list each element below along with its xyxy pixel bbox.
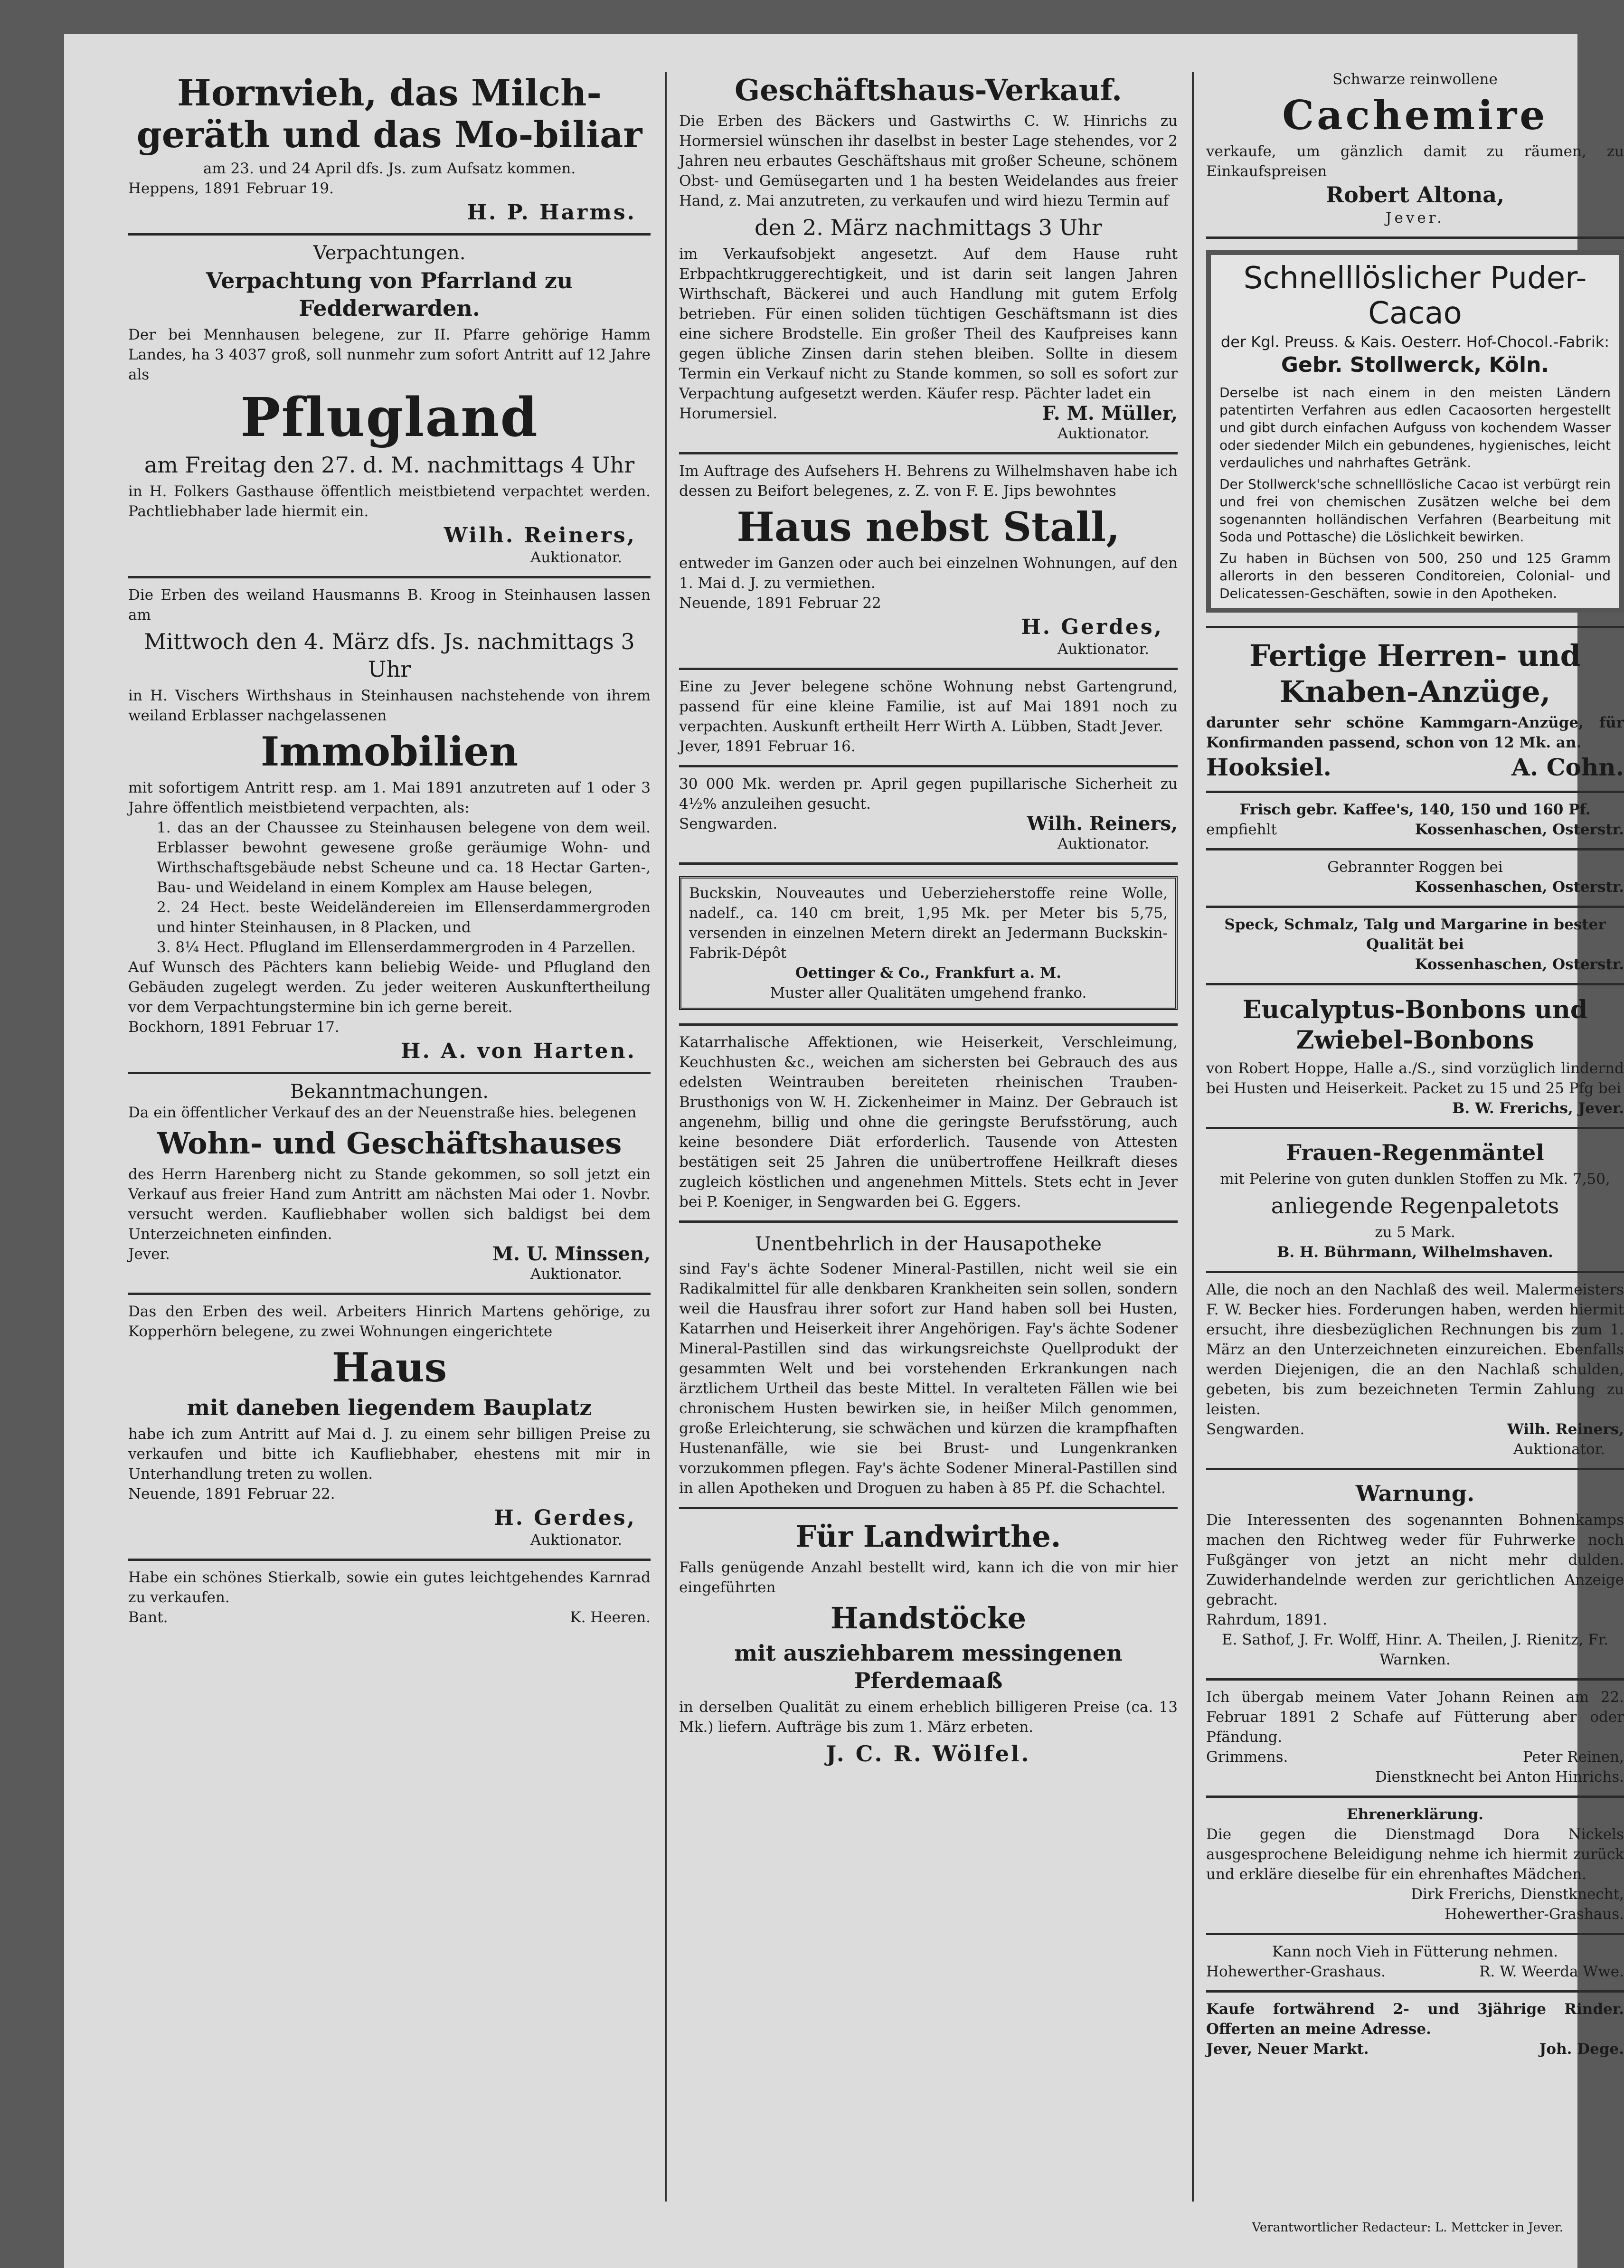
ad-geschaeftshaus-verkauf: [679, 63, 1178, 454]
ad-big-word: Haus: [331, 1344, 447, 1391]
ad-signature-row: [679, 404, 1178, 424]
ad-headline: Verpachtung von Pfarrland zu Fedderwarden.: [206, 268, 573, 321]
ad-trauben-brusthonig: [679, 1026, 1178, 1223]
ad-text: Da ein öffentlicher Verkauf des an der Neuenstraße hies. belegenen: [128, 1104, 637, 1121]
ad-wohnung-jever: [679, 670, 1178, 767]
ad-role: Auktionator.: [1057, 835, 1149, 852]
ad-schafe: [1206, 1681, 1624, 1798]
ad-signature: H. P. Harms.: [467, 200, 636, 225]
ad-place: Hooksiel.: [1206, 753, 1331, 781]
ad-text: verkaufe, um gänzlich damit zu räumen, zu Einkaufspreisen: [1206, 143, 1624, 180]
ad-headline: Ehrenerklärung.: [1346, 1806, 1484, 1823]
ad-role: Auktionator.: [530, 549, 622, 566]
ad-signature: Dirk Frerichs, Dienstknecht,: [1411, 1886, 1624, 1903]
ad-anleihe: [679, 767, 1178, 865]
ad-signature-row: [128, 1244, 651, 1264]
ad-firm: Robert Altona,: [1325, 182, 1505, 208]
ad-signature: Peter Reinen,: [1522, 1748, 1624, 1766]
ad-text: Die Erben des Bäckers und Gastwirths C. W. Hinrichs zu Hormersiel wünschen ihr daselbst in bester Lage stehendes, vor 2 Jahren neu erbautes Geschäftshaus mit großer Scheune, schönem Obst- und Gemüsegarten und 1 ha besten Weidelandes aus freier Hand, z. Mai anzutreten, zu verkaufen und wird hiezu Termin auf: [679, 113, 1178, 209]
ad-box: [679, 876, 1178, 1010]
ad-text: Speck, Schmalz, Talg und Margarine in bester Qualität bei: [1224, 916, 1606, 953]
ad-big-word: Immobilien: [260, 728, 519, 775]
ad-signature: Wilh. Reiners,: [444, 523, 636, 548]
ad-role: Auktionator.: [530, 1266, 622, 1283]
ad-text: Im Auftrage des Aufsehers H. Behrens zu Wilhelmshaven habe ich dessen zu Beifort belegenes, z. Z. von F. E. Jips bewohntes: [679, 463, 1178, 500]
ad-text: darunter sehr schöne Kammgarn-Anzüge, für Konfirmanden passend, schon von 12 Mk. an.: [1206, 714, 1624, 751]
ad-text: Die Erben des weiland Hausmanns B. Kroog in Steinhausen lassen am: [128, 586, 651, 624]
ad-signature: A. Cohn.: [1511, 753, 1624, 781]
ad-signature: Kossenhaschen, Osterstr.: [1415, 821, 1624, 838]
ad-text: 30 000 Mk. werden pr. April gegen pupillarische Sicherheit zu 4½% anzuleihen gesucht.: [679, 775, 1178, 813]
list-item: 1. das an der Chaussee zu Steinhausen belegene von dem weil. Erblasser bewohnt gewesene große geräumige Wohn- und Wirthschaftsgebäude nebst Scheune und ca. 18 Hectar Garten-, Bau- und Weideland in einem Komplex am Hause belegen,: [157, 819, 651, 896]
column-2: [679, 63, 1178, 2211]
ad-text: Eine zu Jever belegene schöne Wohnung nebst Gartengrund, passend für eine kleine Familie, ist auf Mai 1891 noch zu verpachten. Auskunft ertheilt Herr Wirth A. Lübben, Stadt Jever.: [679, 678, 1178, 735]
ad-place-date: Neuende, 1891 Februar 22.: [128, 1485, 335, 1503]
ad-speck-schmalz: [1206, 908, 1624, 985]
ad-wohn-geschaeftshaus: [128, 1074, 651, 1295]
ad-place-date: Rahrdum, 1891.: [1206, 1611, 1327, 1628]
ad-pre: empfiehlt: [1206, 821, 1277, 838]
ad-place-date: Jever, 1891 Februar 16.: [679, 738, 856, 755]
ad-big-word: Haus nebst Stall,: [736, 503, 1120, 550]
ad-firm: Oettinger & Co., Frankfurt a. M.: [795, 964, 1062, 982]
imprint: Verantwortlicher Redacteur: L. Mettcker in Jever.: [1252, 2221, 1563, 2235]
ad-title: Schnelllöslicher Puder-Cacao: [1243, 261, 1587, 331]
section-label: Bekanntmachungen.: [290, 1081, 489, 1103]
ad-stollwerck-cacao: [1206, 239, 1624, 628]
ad-sodener-pastillen: [679, 1223, 1178, 1509]
ad-text-2: im Verkaufsobjekt angesetzt. Auf dem Hause ruht Erbpachtkruggerechtigkeit, und ist darin seit langen Jahren Wirthschaft, Bäckerei und auch Handlung mit gutem Erfolg betrieben. Für einen soliden tüchtigen Geschäftsmann ist dies eine sichere Brodstelle. Ein großer Theil des Kaufpreises kann gegen übliche Zinsen darin stehen bleiben. Sollte in diesem Termin ein Verkauf nicht zu Stande kommen, so soll es sofort zur Verpachtung aufgesetzt werden. Käufer resp. Pächter ladet ein: [679, 246, 1178, 402]
ad-text: Ich übergab meinem Vater Johann Reinen am 22. Februar 1891 2 Schafe auf Fütterung aber oder Pfändung.: [1206, 1689, 1624, 1746]
column-divider: [1192, 72, 1194, 2202]
ad-signature-row: [1206, 1962, 1624, 1982]
ad-signature: Wilh. Reiners,: [1027, 813, 1178, 835]
ad-place: Jever.: [128, 1246, 170, 1263]
ad-text: Die gegen die Dienstmagd Dora Nickels ausgesprochene Beleidigung nehme ich hiermit zurück und erkläre dieselbe für ein ehrenhaftes Mädchen.: [1206, 1826, 1624, 1883]
ad-text: Alle, die noch an den Nachlaß des weil. Malermeisters F. W. Becker hies. Forderungen haben, werden hiermit ersucht, ihre diesbezüglichen Rechnungen bis zum 1. März an den Unterzeichneten einzureichen. Ebenfalls werden Diejenigen, die an den Nachlaß schulden, gebeten, bis zum bezeichneten Termin Zahlung zu leisten.: [1206, 1281, 1624, 1418]
ad-bonbons: [1206, 985, 1624, 1129]
ad-buckskin: [679, 865, 1178, 1026]
ad-kaffee: [1206, 793, 1624, 850]
column-3: [1206, 63, 1624, 2211]
ad-place-date: Neuende, 1891 Februar 22: [679, 595, 881, 612]
ad-names: E. Sathof, J. Fr. Wolff, Hinr. A. Theilen, J. Rienitz, Fr. Warnken.: [1222, 1631, 1608, 1668]
ad-ehrenerklaerung: [1206, 1798, 1624, 1935]
newspaper-page: [64, 34, 1624, 2268]
ad-text: Derselbe ist nach einem in den meisten Ländern patentirten Verfahren aus edlen Cacaosorten hergestellt und gibt durch einfachen Aufguss von kochendem Wasser oder siedender Milch ein gebundenes, hygienisches, leicht verdauliches und nahrhaftes Getränk.: [1219, 385, 1611, 471]
column-divider: [665, 72, 667, 2202]
ad-text-2: in H. Folkers Gasthause öffentlich meistbietend verpachtet werden. Pachtliebhaber lade hiermit ein.: [128, 483, 651, 520]
ad-date-line: am Freitag den 27. d. M. nachmittags 4 Uhr: [144, 452, 635, 478]
ad-text-3: Zu haben in Büchsen von 500, 250 und 125 Gramm allerorts in den besseren Conditoreien, Colonial- und Delicatessen-Geschäften, sowie in den Apotheken.: [1219, 550, 1611, 601]
ad-haus-nebst-stall: [679, 454, 1178, 670]
ad-signature: Kossenhaschen, Osterstr.: [1415, 956, 1624, 973]
ad-text: mit Pelerine von guten dunklen Stoffen zu Mk. 7,50,: [1220, 1171, 1610, 1188]
ad-text-2: zu 5 Mark.: [1375, 1224, 1455, 1241]
ad-place: Jever, Neuer Markt.: [1206, 2041, 1369, 2058]
ad-box: [1206, 250, 1624, 613]
ad-headline: Für Landwirthe.: [795, 1519, 1061, 1554]
ad-place: Grimmens.: [1206, 1748, 1288, 1766]
ad-warnung: [1206, 1470, 1624, 1681]
ad-signature-row: [1206, 1747, 1624, 1767]
ad-signature-row: [1206, 753, 1624, 782]
ad-text: Kaufe fortwährend 2- und 3jährige Rinder. Offerten an meine Adresse.: [1206, 2001, 1624, 2038]
ad-role: Auktionator.: [530, 1531, 622, 1549]
ad-landwirthe: [679, 1509, 1178, 1779]
ad-haus-bauplatz: [128, 1295, 651, 1561]
ad-immobilien: [128, 578, 651, 1074]
ad-headline: Unentbehrlich in der Hausapotheke: [755, 1233, 1102, 1255]
column-1: [128, 63, 651, 2211]
ad-role: Auktionator.: [1057, 641, 1149, 658]
ad-stierkalb: [128, 1561, 651, 1636]
ad-big-word: Wohn- und Geschäftshauses: [157, 1126, 622, 1161]
ad-signature: B. W. Frerichs, Jever.: [1452, 1100, 1624, 1117]
ad-text-2: in H. Vischers Wirthshaus in Steinhausen nachstehende von ihrem weiland Erblasser nachgelassenen: [128, 687, 651, 724]
ad-headline: Warnung.: [1355, 1481, 1475, 1506]
ad-signature: R. W. Weerda Wwe.: [1479, 1963, 1624, 1980]
ad-herren-anzuege: [1206, 628, 1624, 793]
ad-headline: Frauen-Regenmäntel: [1286, 1140, 1544, 1165]
ad-text: Frisch gebr. Kaffee's, 140, 150 und 160 Pf.: [1239, 801, 1591, 818]
ad-place: Horumersiel.: [679, 405, 777, 422]
ad-place: Sengwarden.: [679, 815, 778, 832]
ad-text: Katarrhalische Affektionen, wie Heiserkeit, Verschleimung, Keuchhusten &c., weichen am sichersten bei Gebrauch des aus edelsten Weintrauben bereiteten rheinischen Trauben-Brusthonigs von W. H. Zickenheimer in Mainz. Der Gebrauch ist angenehm, billig und ohne die geringste Berufsstörung, auch keine besondere Diät erforderlich. Tausende von Attesten bestätigen seit 25 Jahren die unübertroffene Heilkraft dieses zugleich köstlichen und angenehmen Mittels. Stets echt in Jever bei P. Koeniger, in Sengwarden bei G. Eggers.: [679, 1034, 1178, 1210]
ad-headline: Hornvieh, das Milch-geräth und das Mo-biliar: [136, 72, 642, 156]
ad-place-date: Bockhorn, 1891 Februar 17.: [128, 1019, 340, 1036]
ad-place: Bant.: [128, 1609, 168, 1626]
ad-date-line: den 2. März nachmittags 3 Uhr: [755, 215, 1102, 240]
ad-regenmaentel: [1206, 1129, 1624, 1273]
ad-verpachtung-pfarrland: [128, 236, 651, 578]
ad-roggen: [1206, 850, 1624, 908]
ad-big-word: Cachemire: [1282, 92, 1548, 139]
ad-hornvieh: [128, 63, 651, 236]
ad-place-date: Heppens, 1891 Februar 19.: [128, 180, 334, 197]
ad-sub: der Kgl. Preuss. & Kais. Oesterr. Hof-Chocol.-Fabrik:: [1220, 333, 1610, 351]
ad-signature: Wilh. Reiners,: [1507, 1421, 1624, 1438]
ad-text-2: entweder im Ganzen oder auch bei einzelnen Wohnungen, auf den 1. Mai d. J. zu vermiethen.: [679, 555, 1178, 592]
list-item: 3. 8¼ Hect. Pflugland im Ellenserdammergroden in 4 Parzellen.: [157, 939, 636, 956]
ad-signature-row: [679, 814, 1178, 834]
ad-text-2: Der Stollwerck'sche schnelllösliche Cacao ist verbürgt rein und frei von chemischen Zusätzen welche bei dem sogenannten holländischen Verfahren (Bearbeitung mit Soda und Pottasche) die Löslichkeit bewirken.: [1219, 476, 1611, 545]
ad-sub-headline: mit daneben liegendem Bauplatz: [187, 1395, 592, 1420]
ad-place: Hohewerther-Grashaus.: [1445, 1906, 1624, 1923]
ad-signature: J. C. R. Wölfel.: [826, 1741, 1031, 1767]
ad-text: Das den Erben des weil. Arbeiters Hinrich Martens gehörige, zu Kopperhörn belegene, zu zwei Wohnungen eingerichtete: [128, 1303, 651, 1340]
ad-text: Buckskin, Nouveautes und Ueberzieherstoffe reine Wolle, nadelf., ca. 140 cm breit, 1,95 Mk. per Meter bis 5,75, versenden in einzelnen Metern direkt an Jedermann Buckskin-Fabrik-Dépôt: [689, 885, 1168, 962]
ad-signature: Joh. Dege.: [1539, 2041, 1624, 2058]
ad-signature-row: [1206, 1419, 1624, 1439]
ad-firm: Gebr. Stollwerck, Köln.: [1281, 353, 1549, 377]
ad-big-word: Pflugland: [240, 387, 538, 449]
ad-role: Auktionator.: [1513, 1441, 1605, 1458]
ad-signature-row: [1206, 2039, 1624, 2059]
ad-pre: Schwarze reinwollene: [1332, 71, 1498, 88]
ad-signature: F. M. Müller,: [1042, 402, 1178, 425]
ad-signature: Kossenhaschen, Osterstr.: [1415, 879, 1624, 896]
ad-text: Falls genügende Anzahl bestellt wird, kann ich die von mir hier eingeführten: [679, 1559, 1178, 1596]
ad-text-2: Muster aller Qualitäten umgehend franko.: [770, 984, 1087, 1002]
ad-text-2: habe ich zum Antritt auf Mai d. J. zu einem sehr billigen Preise zu verkaufen und bitte ich Kaufliebhaber, ehestens mit mir in Unterhandlung treten zu wollen.: [128, 1426, 651, 1483]
ad-signature: H. Gerdes,: [1021, 615, 1163, 639]
ad-cachemire: [1206, 63, 1624, 239]
ad-big-word: anliegende Regenpaletots: [1271, 1193, 1559, 1219]
ad-nachlass-becker: [1206, 1273, 1624, 1470]
ad-text: Die Interessenten des sogenannten Bohnenkamps machen den Richtweg weder für Fuhrwerke noch Fußgänger von jetzt an nicht mehr dulden. Zuwiderhandelnde werden zur gerichtlichen Anzeige gebracht.: [1206, 1512, 1624, 1608]
ad-place: Sengwarden.: [1206, 1421, 1305, 1438]
ad-text-2: des Herrn Harenberg nicht zu Stande gekommen, so soll jetzt ein Verkauf aus freier Hand zum Antritt am nächsten Mai oder 1. Novbr. versucht werden. Kaufliebhaber wollen sich baldigst bei dem Unterzeichneten einfinden.: [128, 1166, 651, 1243]
ad-role: Auktionator.: [1057, 425, 1149, 442]
ad-item-list: [128, 818, 651, 957]
ad-text: Kann noch Vieh in Fütterung nehmen.: [1272, 1943, 1558, 1960]
ad-rinder: [1206, 1993, 1624, 2068]
ad-text-2: in derselben Qualität zu einem erheblich billigeren Preise (ca. 13 Mk.) liefern. Aufträge bis zum 1. März erbeten.: [679, 1699, 1178, 1736]
ad-place: Hohewerther-Grashaus.: [1206, 1963, 1386, 1980]
ad-text: am 23. und 24 April dfs. Js. zum Aufsatz kommen.: [203, 160, 576, 177]
ad-text-4: Auf Wunsch des Pächters kann beliebig Weide- und Pflugland den Gebäuden zugelegt werden. Zu jeder weiteren Auskunftertheilung vor dem Verpachtungstermine bin ich gerne bereit.: [128, 959, 651, 1016]
ad-text: Habe ein schönes Stierkalb, sowie ein gutes leichtgehendes Karnrad zu verkaufen.: [128, 1569, 651, 1606]
ad-headline: Geschäftshaus-Verkauf.: [735, 73, 1122, 107]
ad-headline: Eucalyptus-Bonbons und Zwiebel-Bonbons: [1242, 995, 1588, 1055]
ad-sub-headline: mit ausziehbarem messingenen Pferdemaaß: [734, 1640, 1123, 1693]
ad-signature: M. U. Minssen,: [492, 1243, 651, 1265]
ad-text-3: mit sofortigem Antritt resp. am 1. Mai 1891 anzutreten auf 1 oder 3 Jahre öffentlich meistbietend verpachten, als:: [128, 779, 651, 816]
list-item: 2. 24 Hect. beste Weideländereien im Ellenserdammergroden und hinter Steinhausen, in 8 Placken, und: [157, 899, 651, 936]
ad-text: Gebrannter Roggen bei: [1327, 859, 1503, 876]
ad-big-word: Handstöcke: [830, 1601, 1027, 1635]
ad-text: sind Fay's ächte Sodener Mineral-Pastillen, nicht weil sie ein Radikalmittel für alle denkbaren Krankheiten sein sollen, sondern weil die Hausfrau ihrer sofort zur Hand haben soll bei Husten, Katarrhen und Heiserkeit ihrer Angehörigen. Fay's ächte Sodener Mineral-Pastillen sind das wirkungsreichste Quellprodukt der gesammten Welt und bei vorstehenden Erkrankungen nach ärztlichem Urtheil das beste Mittel. In veralteten Fällen wie bei chronischem Husten bewirken sie, in heißer Milch genommen, große Erleichterung, sie schwächen und kürzen die krampfhaften Hustenanfälle, wie sie bei Brust- und Lungenkranken vorzukommen pflegen. Fay's ächte Sodener Mineral-Pastillen sind in allen Apotheken und Droguen zu haben à 85 Pf. die Schachtel.: [679, 1260, 1178, 1497]
ad-role: Dienstknecht bei Anton Hinrichs.: [1375, 1768, 1624, 1786]
ad-signature: B. H. Bührmann, Wilhelmshaven.: [1277, 1244, 1553, 1261]
ad-text: von Robert Hoppe, Halle a./S., sind vorzüglich lindernd bei Husten und Heiserkeit. Packet zu 15 und 25 Pfg bei: [1206, 1060, 1624, 1097]
ad-headline: Fertige Herren- und Knaben-Anzüge,: [1249, 638, 1581, 709]
ad-signature: H. A. von Harten.: [400, 1039, 636, 1063]
ad-signature: H. Gerdes,: [494, 1506, 636, 1530]
ad-vieh-fuetterung: [1206, 1935, 1624, 1993]
ad-text: Der bei Mennhausen belegene, zur II. Pfarre gehörige Hamm Landes, ha 3 4037 groß, soll nunmehr zum sofort Antritt auf 12 Jahre als: [128, 326, 651, 383]
section-label: Verpachtungen.: [313, 242, 466, 264]
ad-date-line: Mittwoch den 4. März dfs. Js. nachmittags 3 Uhr: [144, 629, 635, 682]
ad-place: Jever.: [1386, 209, 1445, 227]
ad-signature-row: [1206, 820, 1624, 840]
ad-signature-row: [128, 1607, 651, 1627]
ad-signature: K. Heeren.: [570, 1609, 651, 1626]
